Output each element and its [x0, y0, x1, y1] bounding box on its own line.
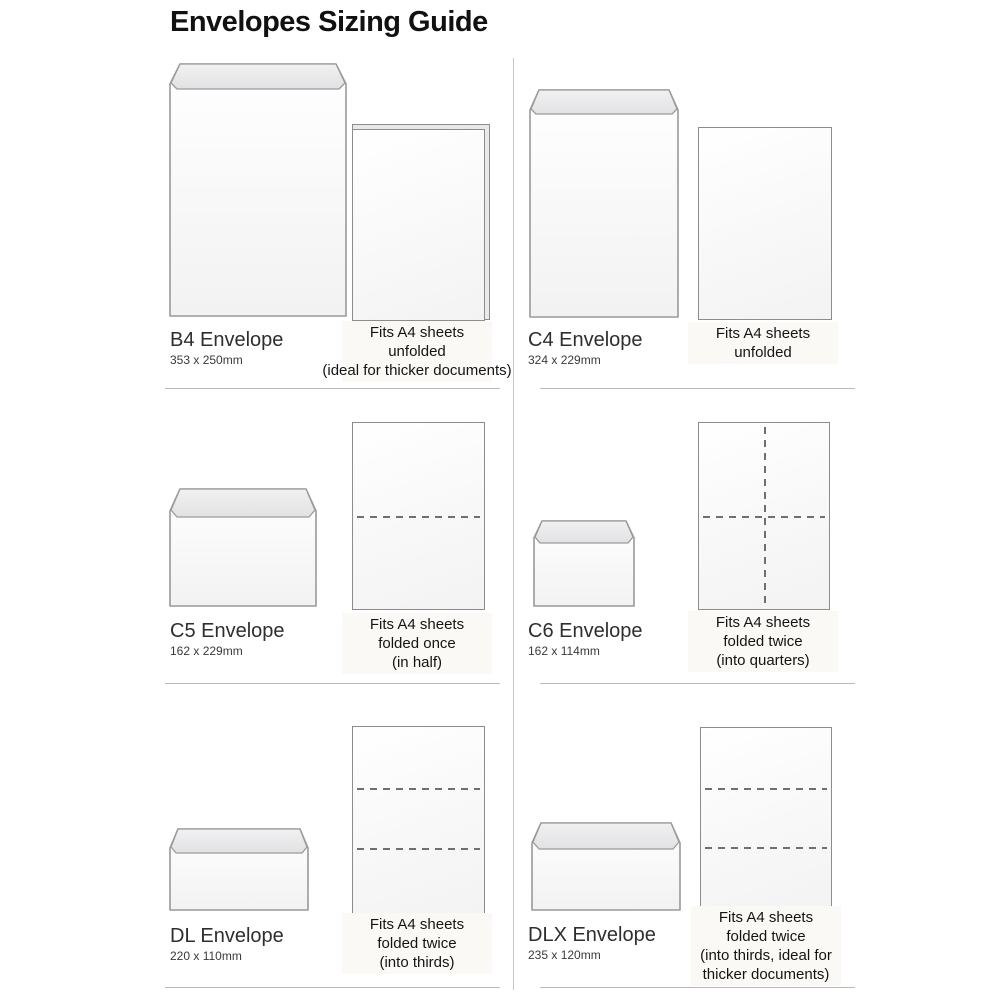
c4-caption [688, 322, 838, 364]
c4-caption-line: Fits A4 sheets [715, 325, 811, 342]
dl-envelope-size: 220 x 110mm [170, 949, 242, 963]
c5-envelope-illustration [168, 487, 318, 608]
dl-envelope-name: DL Envelope [170, 925, 284, 947]
dl-fold-line-upper-third [357, 788, 480, 790]
b4-envelope-size: 353 x 250mm [170, 353, 243, 367]
row-divider-2-left [165, 683, 500, 684]
b4-caption [322, 321, 512, 382]
dlx-fold-line-upper-third [705, 788, 827, 790]
b4-a4-stack-front-sheet [352, 129, 486, 321]
dl-caption-line: Fits A4 sheets [369, 916, 465, 933]
c5-caption-line: Fits A4 sheets [369, 616, 465, 633]
c4-caption-line: unfolded [734, 344, 792, 361]
b4-envelope-name: B4 Envelope [170, 329, 284, 351]
dl-a4-sheet-illustration [352, 726, 485, 914]
dlx-a4-sheet-illustration [700, 727, 832, 912]
b4-caption-line: Fits A4 sheets [369, 324, 465, 341]
dl-caption [342, 913, 492, 974]
c5-caption [342, 613, 492, 674]
c4-a4-sheet-illustration [698, 127, 832, 320]
page-title: Envelopes Sizing Guide [170, 6, 488, 38]
b4-caption-line: unfolded [388, 343, 446, 360]
c5-a4-sheet-illustration [352, 422, 485, 610]
row-divider-1-left [165, 388, 500, 389]
c6-envelope-illustration [532, 519, 636, 608]
dl-caption-line: (into thirds) [379, 954, 455, 971]
c5-envelope-size: 162 x 229mm [170, 644, 243, 658]
dlx-envelope-size: 235 x 120mm [528, 948, 601, 962]
c6-caption-line: folded twice [723, 633, 803, 650]
dl-fold-line-lower-third [357, 848, 480, 850]
row-divider-1-right [540, 388, 855, 389]
dl-caption-line: folded twice [377, 935, 457, 952]
row-divider-3-left [165, 987, 500, 988]
c5-fold-line-half [357, 516, 480, 518]
dlx-envelope-name: DLX Envelope [528, 924, 656, 946]
c5-caption-line: (in half) [391, 654, 443, 671]
dlx-caption-line: folded twice [726, 928, 806, 945]
c4-envelope-illustration [528, 88, 680, 319]
dlx-caption-line: thicker documents) [702, 966, 830, 983]
c4-envelope-name: C4 Envelope [528, 329, 643, 351]
dlx-caption [691, 906, 841, 986]
column-divider [513, 58, 514, 990]
c6-caption [688, 611, 838, 672]
dlx-fold-line-lower-third [705, 847, 827, 849]
dl-envelope-illustration [168, 827, 310, 912]
b4-a4-stack-illustration [352, 124, 490, 320]
row-divider-2-right [540, 683, 855, 684]
dlx-envelope-illustration [530, 821, 682, 912]
c6-a4-sheet-illustration [698, 422, 830, 610]
b4-envelope-illustration [168, 62, 348, 318]
c6-caption-line: Fits A4 sheets [715, 614, 811, 631]
c5-caption-line: folded once [378, 635, 456, 652]
dlx-caption-line: (into thirds, ideal for [700, 947, 832, 964]
c6-caption-line: (into quarters) [716, 652, 810, 669]
c4-envelope-size: 324 x 229mm [528, 353, 601, 367]
c6-fold-line-vertical [764, 427, 766, 605]
c6-envelope-name: C6 Envelope [528, 620, 643, 642]
row-divider-3-right [540, 987, 855, 988]
c6-envelope-size: 162 x 114mm [528, 644, 600, 658]
c5-envelope-name: C5 Envelope [170, 620, 285, 642]
dlx-caption-line: Fits A4 sheets [718, 909, 814, 926]
b4-caption-line: (ideal for thicker documents) [322, 362, 512, 379]
